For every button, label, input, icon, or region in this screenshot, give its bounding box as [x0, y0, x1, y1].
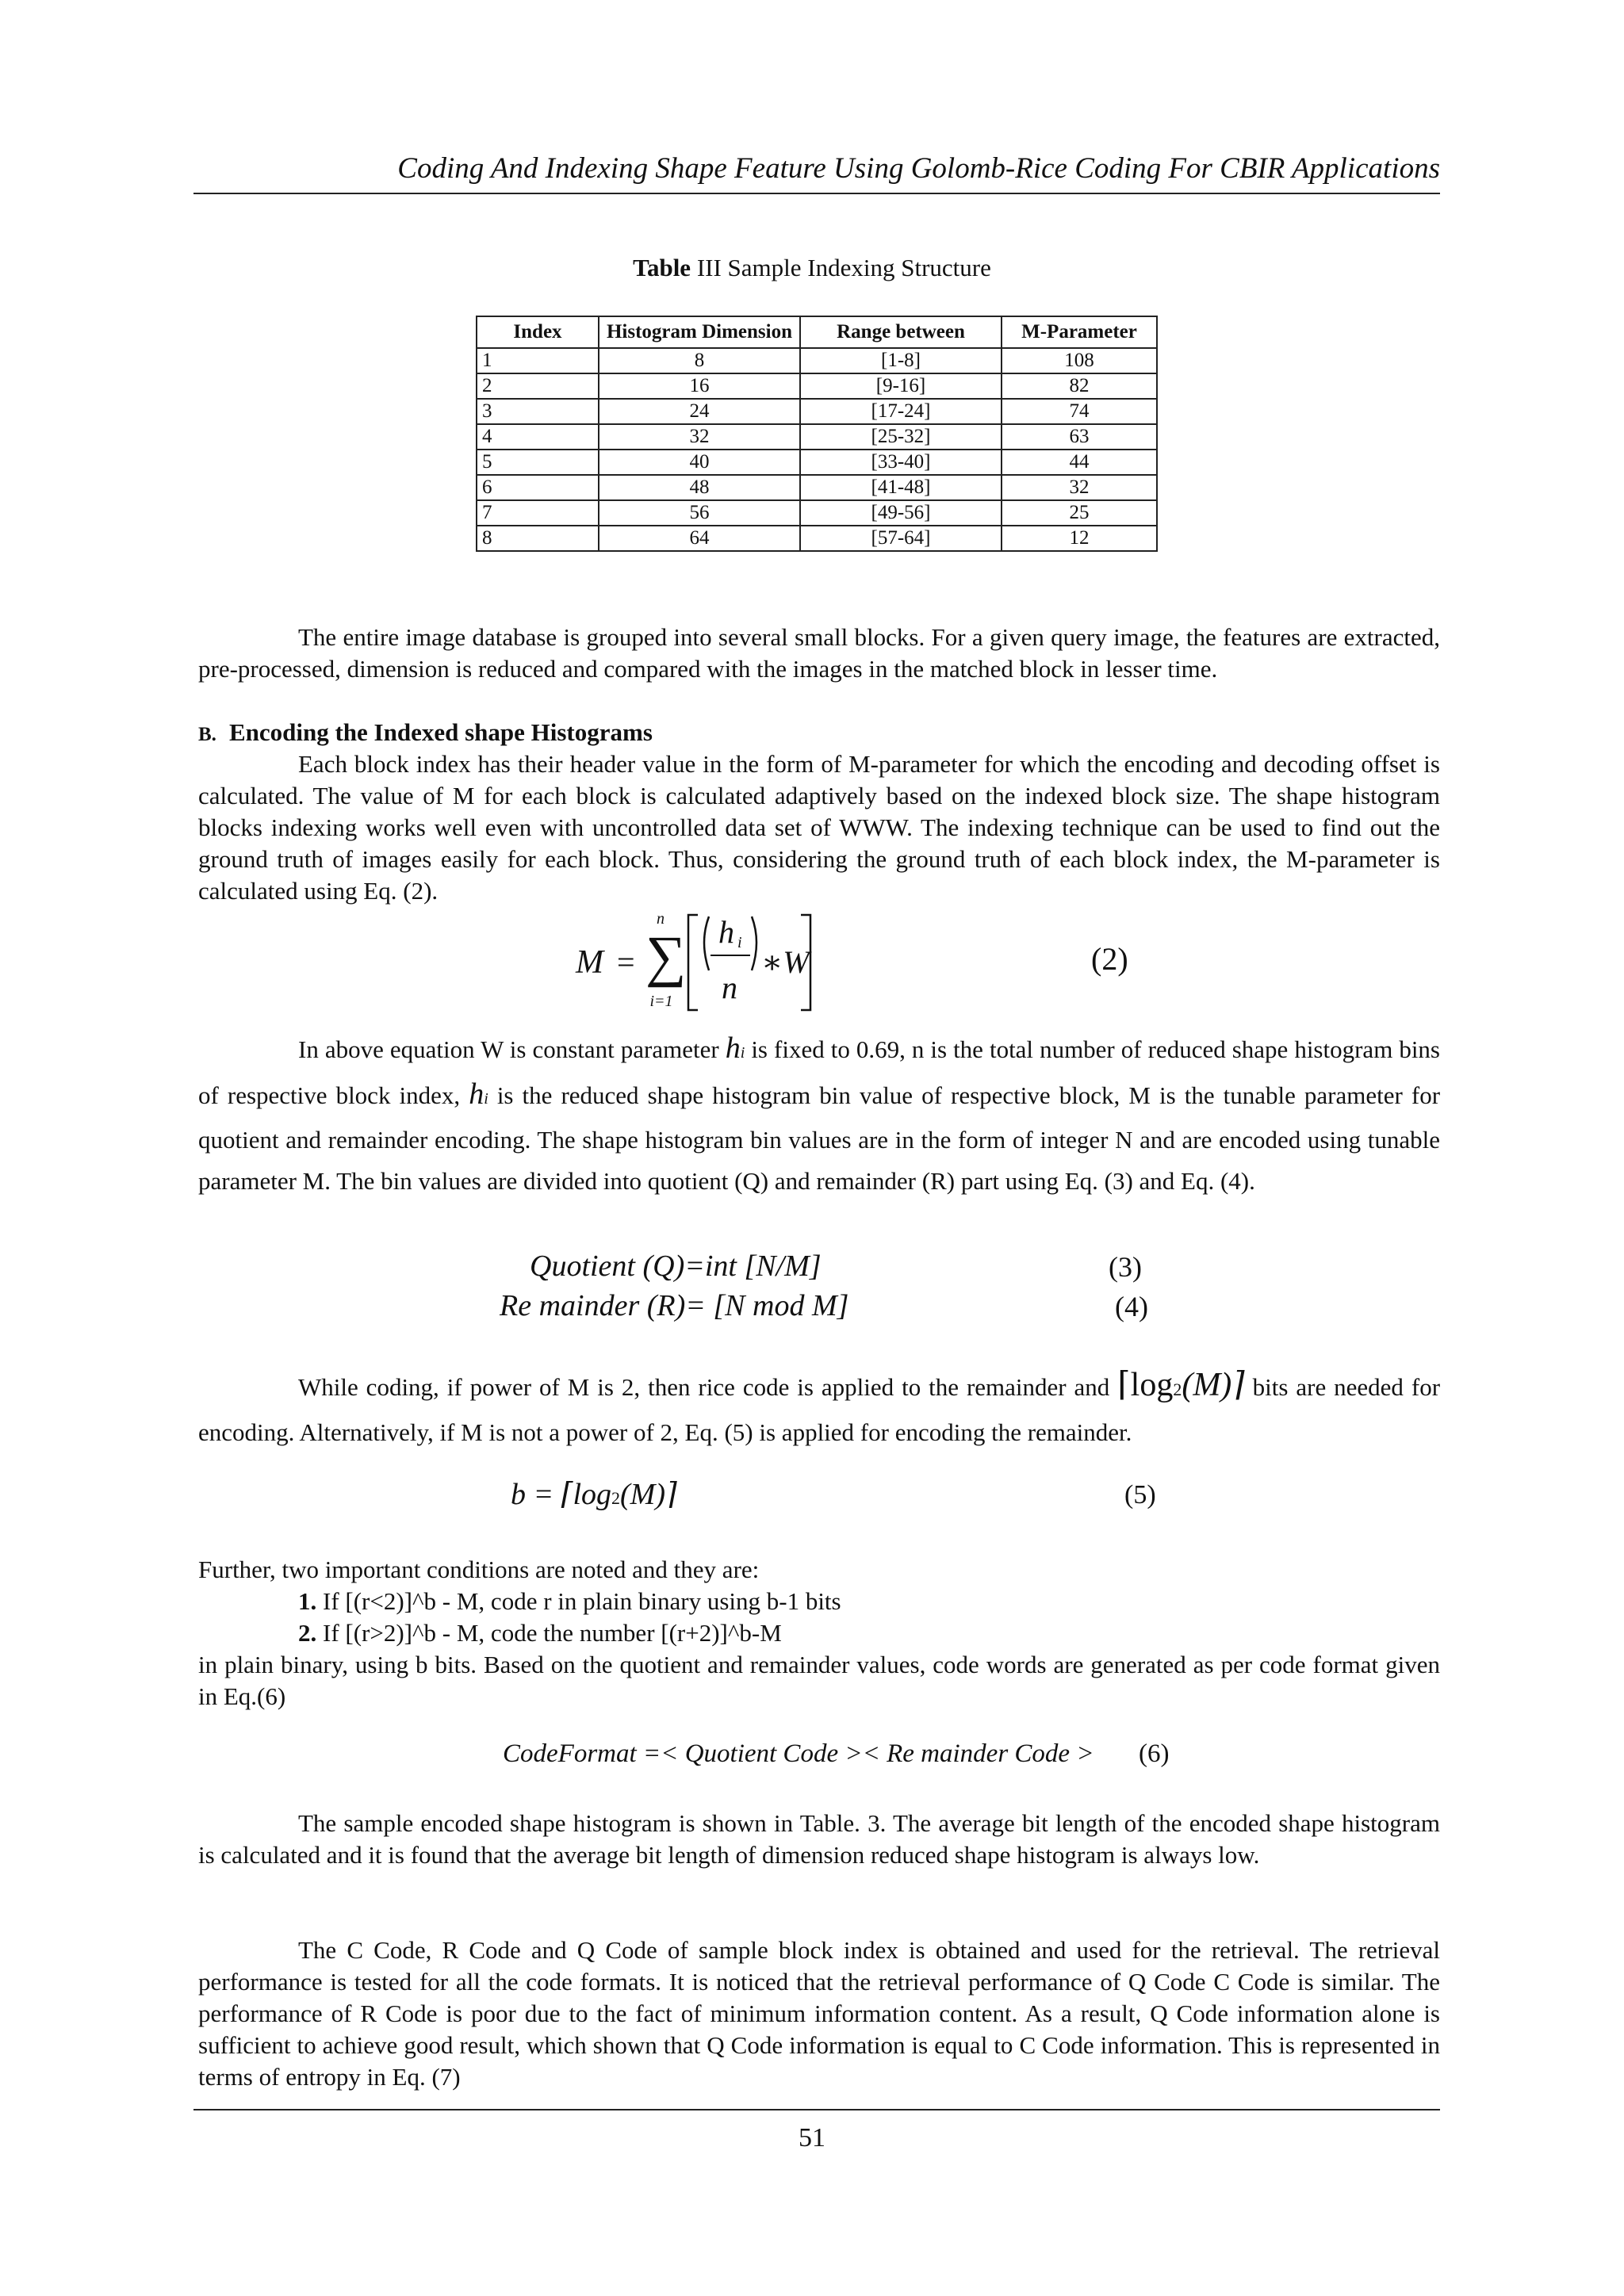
list-item-condition-1 [298, 1586, 841, 1617]
inline-h-subscript: i [484, 1090, 488, 1108]
section-title: Encoding the Indexed shape Histograms [228, 718, 653, 746]
table-cell: 82 [1002, 373, 1157, 399]
table-cell: 3 [477, 399, 599, 424]
table-cell: 16 [599, 373, 800, 399]
table-cell: [41-48] [800, 475, 1002, 500]
table-header-row [477, 316, 1157, 348]
table-cell: 8 [599, 348, 800, 373]
table-cell: 2 [477, 373, 599, 399]
table-header-m-parameter: M-Parameter [1002, 316, 1157, 348]
indexing-structure-table [476, 316, 1158, 552]
equation-5 [511, 1475, 677, 1518]
paragraph-database-grouping [198, 622, 1440, 685]
table-cell: 63 [1002, 424, 1157, 450]
table-cell: [17-24] [800, 399, 1002, 424]
paragraph-m-parameter [198, 748, 1440, 907]
paragraph-average-bit-length [198, 1808, 1440, 1871]
paragraph-text: is the reduced shape histogram bin value of respective block, M is the tunable parameter for quotient and remainder encoding. The shape histogram bin values are in the form of integer N and are encoded using tunable parameter M. The bin values are divided into quotient (Q) and remainder (R) part using Eq. (3) and Eq. (4). [198, 1081, 1441, 1195]
table-cell: 8 [477, 526, 599, 551]
table-row [477, 399, 1157, 424]
list-item-condition-2 [298, 1617, 782, 1649]
list-number: 1. [298, 1587, 317, 1615]
footer-rule [193, 2109, 1440, 2110]
inline-h-symbol: h [469, 1077, 485, 1111]
list-number: 2. [298, 1619, 317, 1647]
table-cell: 108 [1002, 348, 1157, 373]
paragraph-conditions: Further, two important conditions are noted and they are: [198, 1556, 760, 1583]
paragraph-rice-code [198, 1364, 1440, 1454]
paragraph-text: In above equation W is constant parameter [298, 1035, 719, 1063]
eq2-number: (2) [1091, 941, 1128, 977]
paragraph-text: The sample encoded shape histogram is shown in Table. 3. The average bit length of the encoded shape histogram is calculated and it is found that the average bit length of dimension reduced shape histogram is always low. [198, 1809, 1440, 1869]
eq2-h-subscript: i [737, 934, 742, 951]
table-row [477, 526, 1157, 551]
paragraph-text: is fixed to 0.69, n is the total number of reduced shape histogram bins of respective block index, [198, 1035, 1441, 1109]
table-header-histogram-dimension: Histogram Dimension [599, 316, 800, 348]
table-cell: 4 [477, 424, 599, 450]
table-cell: 32 [599, 424, 800, 450]
section-letter: B. [198, 724, 216, 745]
table-row [477, 424, 1157, 450]
table-cell: 7 [477, 500, 599, 526]
table-cell: 24 [599, 399, 800, 424]
table-row [477, 475, 1157, 500]
eq2-lhs: M [576, 944, 603, 981]
table-cell: 12 [1002, 526, 1157, 551]
table-header-index: Index [477, 316, 599, 348]
paragraph-text: Each block index has their header value in the form of M-parameter for which the encoding and decoding offset is calculated. The value of M for each block is calculated adaptively based on the indexed block size. The shape histogram blocks indexing works well even with uncontrolled data set of WWW. The indexing technique can be used to find out the ground truth of images easily for each block. Thus, considering the ground truth of each block index, the M-parameter is calculated using Eq. (2). [198, 750, 1440, 905]
eq2-equals: = [617, 944, 635, 980]
paragraph-text: bits are needed for encoding. Alternatively, if M is not a power of 2, Eq. (5) is applied for encoding the remainder. [198, 1373, 1441, 1446]
paragraph-retrieval-performance [198, 1934, 1440, 2093]
table-cell: 48 [599, 475, 800, 500]
table-row [477, 450, 1157, 475]
table-cell: 44 [1002, 450, 1157, 475]
table-caption [0, 252, 1624, 284]
inline-log-subscript: 2 [1173, 1380, 1182, 1399]
equation-2 [576, 910, 814, 1021]
inline-log: ⌈log [1117, 1367, 1174, 1403]
paragraph-text: While coding, if power of M is 2, then rice code is applied to the remainder and [298, 1373, 1110, 1401]
table-cell: 1 [477, 348, 599, 373]
equation-6: CodeFormat =< Quotient Code >< Re mainder Code > [503, 1739, 1094, 1768]
paragraph-text: The C Code, R Code and Q Code of sample block index is obtained and used for the retrieval. The retrieval performance is tested for all the code formats. It is noticed that the retrieval performance of Q Code C Code is similar. The performance of R Code is poor due to the fact of minimum information content. As a result, Q Code information alone is sufficient to achieve good result, which shown that Q Code information is equal to C Code information. This is represented in terms of entropy in Eq. (7) [198, 1936, 1440, 2091]
table-cell: 32 [1002, 475, 1157, 500]
table-row [477, 348, 1157, 373]
eq5-subscript: 2 [611, 1488, 621, 1508]
table-caption-text: III Sample Indexing Structure [696, 254, 991, 281]
paragraph-equation-explanation [198, 1027, 1440, 1202]
eq5-number: (5) [1124, 1480, 1156, 1510]
paragraph-code-words [198, 1649, 1440, 1712]
table-cell: [9-16] [800, 373, 1002, 399]
sigma-icon: ∑ [645, 924, 687, 988]
table-cell: [25-32] [800, 424, 1002, 450]
eq5-lhs: b = ⌈log [511, 1478, 612, 1511]
page-number: 51 [799, 2123, 825, 2152]
equation-4: Re mainder (R)= [N mod M] [500, 1289, 849, 1322]
section-heading-b [198, 717, 653, 751]
eq2-sum-upper: n [657, 910, 665, 928]
table-cell: 40 [599, 450, 800, 475]
table-cell: 25 [1002, 500, 1157, 526]
table-header-range: Range between [800, 316, 1002, 348]
eq2-n: n [722, 970, 737, 1005]
inline-h-subscript: i [740, 1044, 745, 1062]
list-text: If [(r>2)]^b - M, code the number [(r+2)]^b-M [323, 1619, 782, 1647]
eq6-number: (6) [1139, 1739, 1170, 1768]
table-cell: [57-64] [800, 526, 1002, 551]
table-cell: 56 [599, 500, 800, 526]
paragraph-text: in plain binary, using b bits. Based on the quotient and remainder values, code words are generated as per code format given in Eq.(6) [198, 1651, 1440, 1710]
table-row [477, 373, 1157, 399]
table-cell: 5 [477, 450, 599, 475]
table-cell: 6 [477, 475, 599, 500]
equation-3: Quotient (Q)=int [N/M] [530, 1249, 822, 1283]
header-rule [193, 193, 1440, 194]
eq2-times-w: ∗W [761, 944, 810, 980]
eq5-rhs: (M)⌉ [620, 1478, 677, 1511]
inline-h-symbol: h [725, 1031, 741, 1065]
eq4-number: (4) [1115, 1291, 1148, 1322]
running-head: Coding And Indexing Shape Feature Using Golomb-Rice Coding For CBIR Applications [397, 152, 1440, 185]
eq3-number: (3) [1109, 1251, 1142, 1283]
table-cell: 74 [1002, 399, 1157, 424]
list-text: If [(r<2)]^b - M, code r in plain binary using b-1 bits [323, 1587, 841, 1615]
table-cell: 64 [599, 526, 800, 551]
paragraph-text: The entire image database is grouped into several small blocks. For a given query image, the features are extracted, pre-processed, dimension is reduced and compared with the images in the matched block in lesser time. [198, 623, 1440, 683]
table-cell: [1-8] [800, 348, 1002, 373]
table-caption-label: Table [633, 254, 691, 281]
table-cell: [49-56] [800, 500, 1002, 526]
eq2-sum-lower: i=1 [649, 993, 673, 1010]
table-row [477, 500, 1157, 526]
eq2-h: h [718, 914, 734, 950]
inline-log-argument: (M)⌉ [1182, 1367, 1245, 1403]
table-cell: [33-40] [800, 450, 1002, 475]
